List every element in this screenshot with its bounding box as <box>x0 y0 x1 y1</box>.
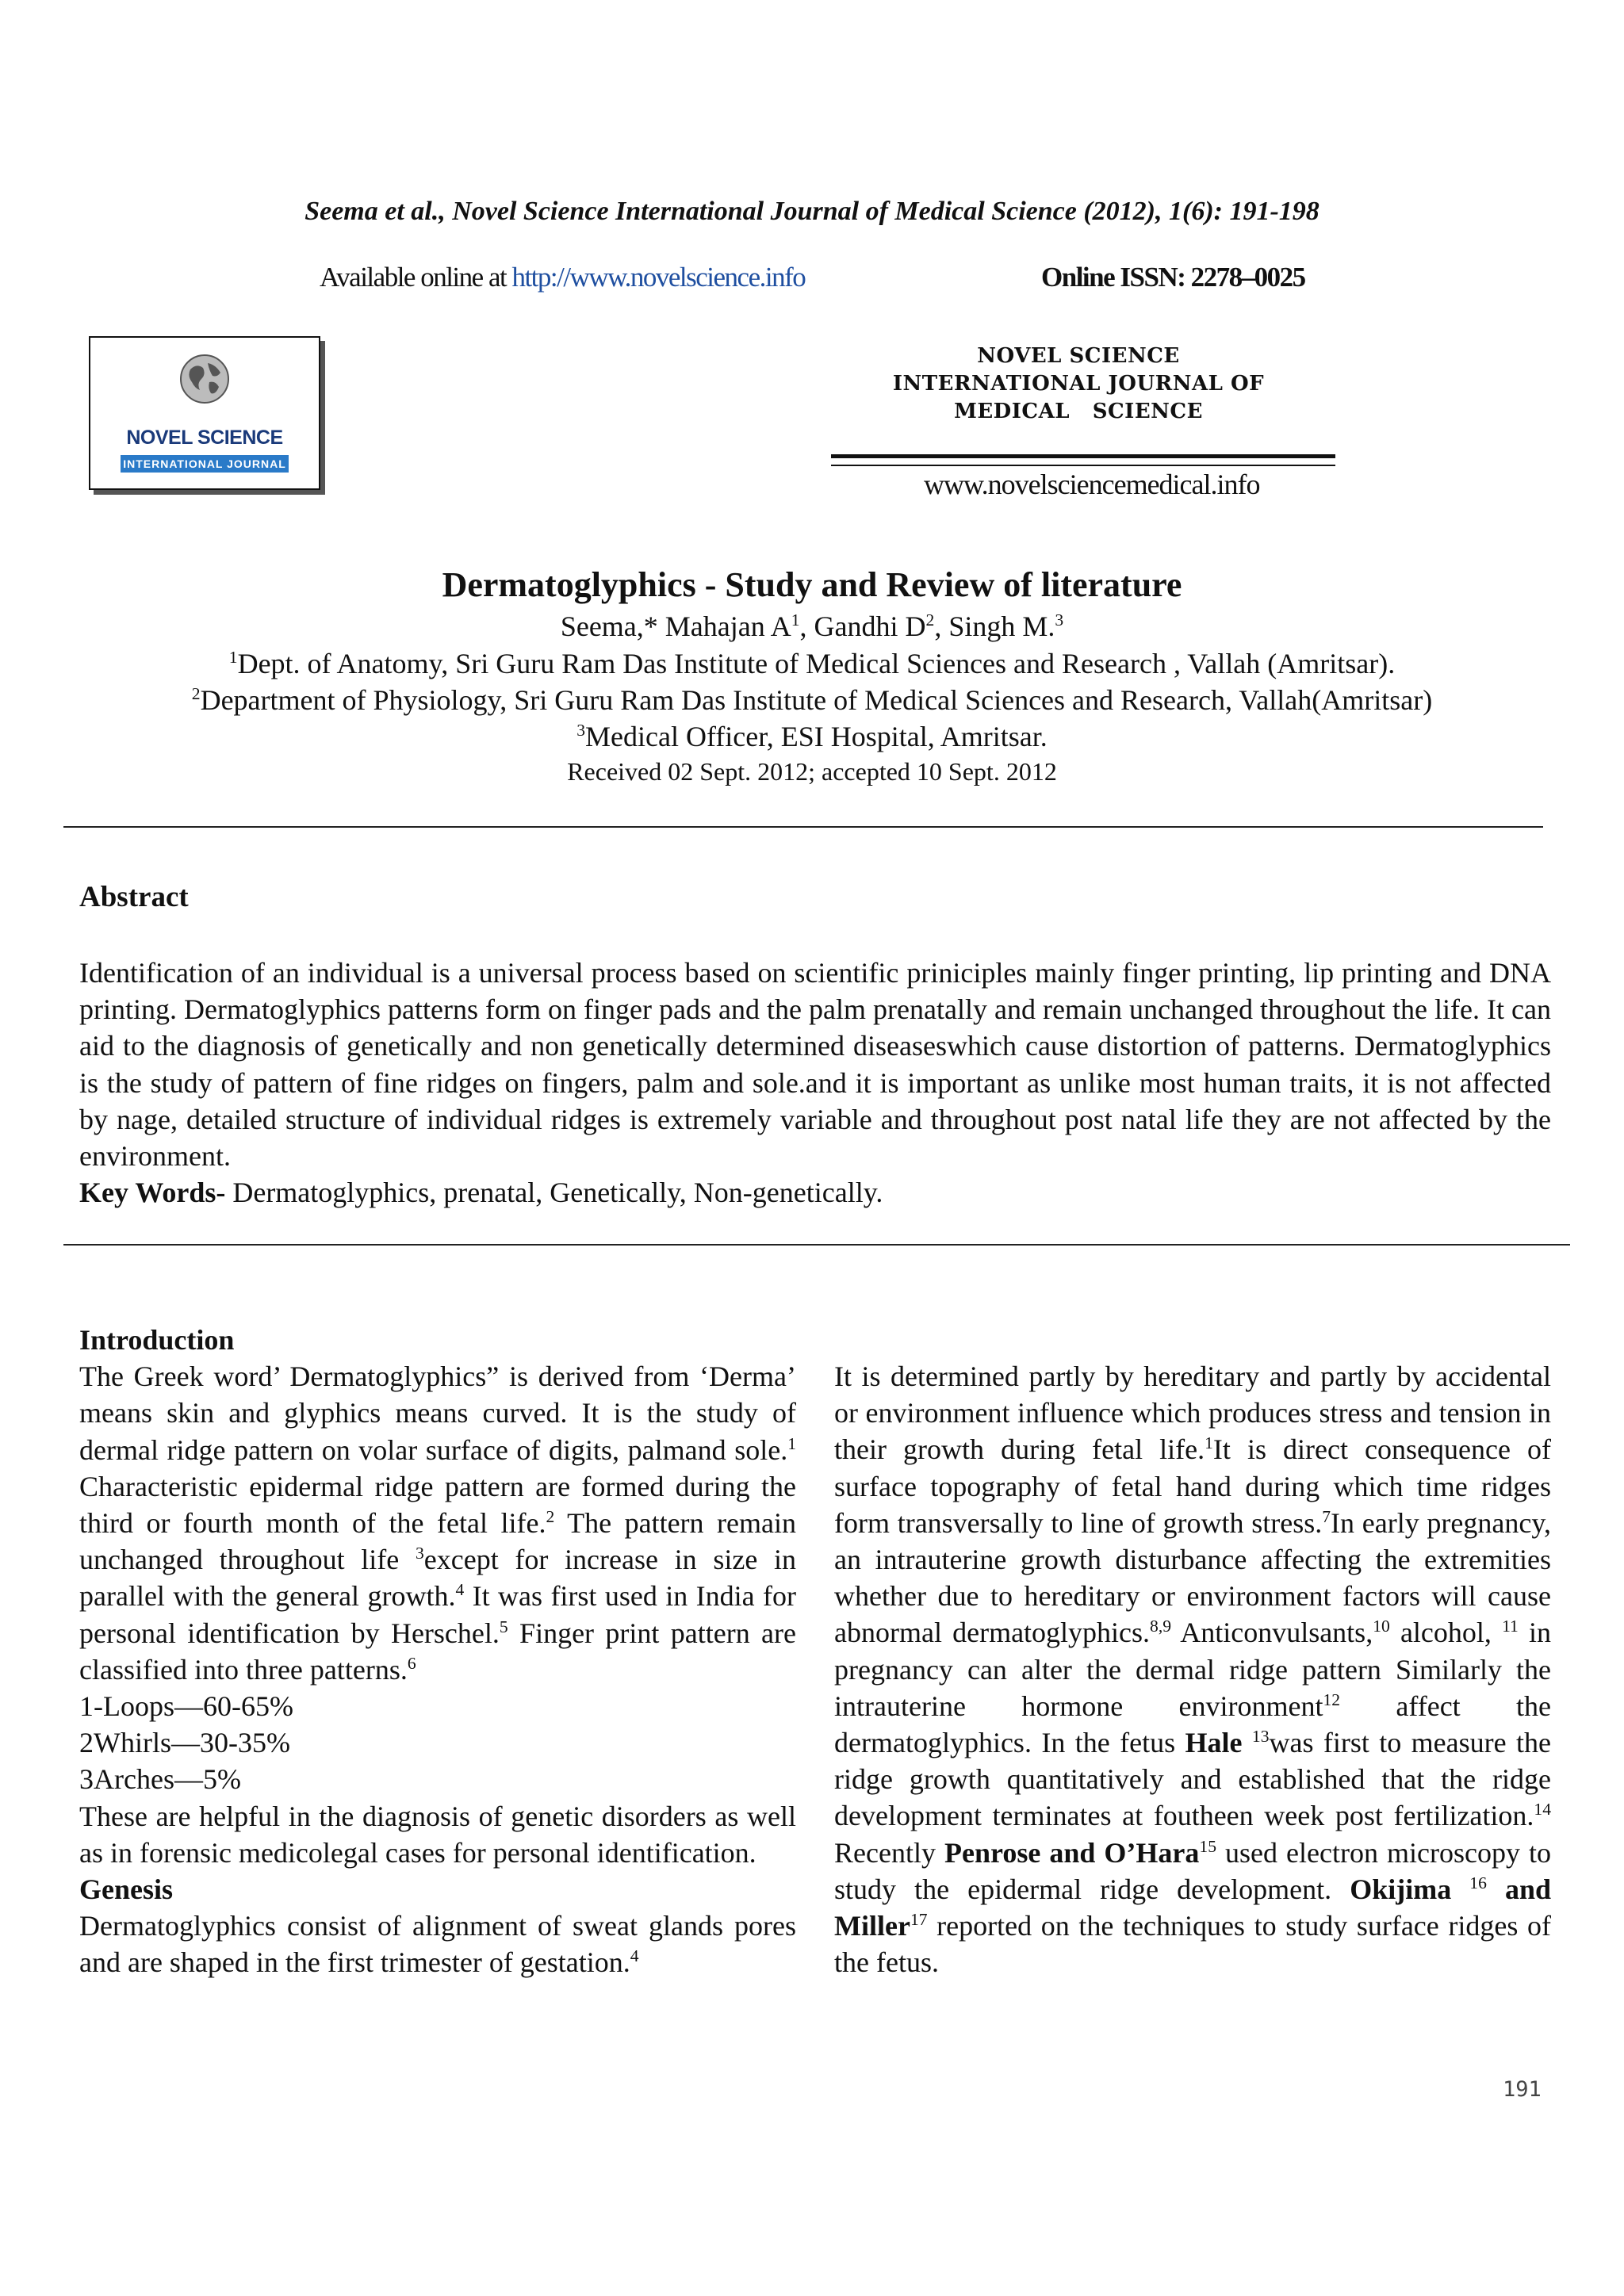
divider-top <box>63 826 1543 828</box>
right-column-paragraph: It is determined partly by hereditary and partly by accidental or environment influence which produces stress and tension in their growth during fetal life.$^1$It is direct consequence of surface topography of fetal hand during which time ridges form transversally to line of growth stress.$^7$In early pregnancy, an intrauterine growth disturbance affecting the extremities whether due to hereditary or environment factors will cause abnormal dermatoglyphics.$^{8,9}$ Anticonvulsants,$^{10}$ alcohol, $^{11}$ in pregnancy can alter the dermal ridge pattern Similarly the intrauterine hormone environment$^{12}$ affect the dermatoglyphics. In the fetus Hale $^{13}$was first to measure the ridge growth quantitatively and established that the ridge development terminates at foutheen week post fertilization.$^{14}$ Recently Penrose and O’Hara$^{15}$ used electron microscopy to study the epidermal ridge development. Okijima $^{16}$ and Miller$^{17}$ reported on the techniques to study surface ridges of the fetus. <box>834 1360 1552 1979</box>
ref-hale: Hale <box>1185 1727 1243 1759</box>
author-list <box>0 610 1624 643</box>
genesis-heading: Genesis <box>79 1873 174 1906</box>
ref-miller: and Miller <box>834 1873 1552 1942</box>
divider-bottom <box>63 1244 1570 1246</box>
list-item-loops: 1-Loops—60-65% <box>79 1690 293 1723</box>
affiliation-3-text: Medical Officer, ESI Hospital, Amritsar. <box>585 721 1048 752</box>
affiliation-2-sup: 2 <box>191 684 201 703</box>
globe-icon <box>179 354 230 404</box>
affiliation-3-sup: 3 <box>576 721 585 740</box>
received-dates: Received 02 Sept. 2012; accepted 10 Sept. 2012 <box>567 757 1057 786</box>
availability-line <box>320 262 805 293</box>
masthead-line-2: INTERNATIONAL JOURNAL OF <box>892 372 1265 396</box>
genesis-paragraph: Dermatoglyphics consist of alignment of sweat glands pores and are shaped in the first trimester of gestation.$^4$ <box>79 1910 796 1979</box>
author-1-sup: 1 <box>791 610 800 629</box>
affiliation-2 <box>0 683 1624 717</box>
journal-citation: Seema et al., Novel Science International Journal of Medical Science (2012), 1(6): 191-198 <box>304 197 1320 226</box>
affiliation-1 <box>0 647 1624 680</box>
list-item-whirls: 2Whirls—30-35% <box>79 1727 290 1759</box>
author-3-sup: 3 <box>1055 610 1064 629</box>
affiliation-2-text: Department of Physiology, Sri Guru Ram Das Institute of Medical Sciences and Research, Vallah(Amritsar) <box>200 684 1433 716</box>
ref-penrose-ohara: Penrose and O’Hara <box>944 1836 1200 1869</box>
keywords <box>79 1174 1551 1211</box>
masthead <box>825 342 1332 426</box>
available-prefix: Available online at <box>320 262 512 293</box>
masthead-rule-thick <box>831 454 1335 458</box>
abstract-heading: Abstract <box>79 881 189 913</box>
keywords-text: Dermatoglyphics, prenatal, Genetically, Non-genetically. <box>225 1177 883 1208</box>
author-3: , Singh M. <box>934 610 1055 642</box>
list-item-arches: 3Arches—5% <box>79 1763 241 1796</box>
introduction-paragraph: The Greek word’ Dermatoglyphics” is derived from ‘Derma’ means skin and glyphics means curved. It is the study of dermal ridge pattern on volar surface of digits, palmand sole.$^1$ Characteristic epidermal ridge pattern are formed during the third or fourth month of the fetal life.$^2$ The pattern remain unchanged throughout life $^3$except for increase in size in parallel with the general growth.$^4$ It was first used in India for personal identification by Herschel.$^5$ Finger print pattern are classified into three patterns.$^6$ <box>79 1360 797 1686</box>
right-column <box>834 1358 1551 1980</box>
introduction-heading: Introduction <box>79 1324 235 1356</box>
affiliation-1-sup: 1 <box>228 648 238 667</box>
article-title: Dermatoglyphics - Study and Review of literature <box>442 565 1182 604</box>
masthead-line-3: MEDICAL SCIENCE <box>954 400 1203 423</box>
masthead-rule-thin <box>831 465 1335 466</box>
author-1: Seema,* Mahajan A <box>560 610 791 642</box>
left-column <box>79 1322 796 1981</box>
masthead-website-link[interactable]: www.novelsciencemedical.info <box>924 469 1260 500</box>
journal-logo <box>89 336 320 490</box>
keywords-label: Key Words- <box>79 1177 226 1208</box>
journal-url-link[interactable]: http://www.novelscience.info <box>511 262 806 293</box>
affiliation-1-text: Dept. of Anatomy, Sri Guru Ram Das Institute of Medical Sciences and Research , Vallah (Amritsar). <box>237 648 1396 679</box>
abstract-text: Identification of an individual is a universal process based on scientific priniciples mainly finger printing, lip printing and DNA printing. Dermatoglyphics patterns form on finger pads and the palm prenatally and remain unchanged throughout the life. It can aid to the diagnosis of genetically and non genetically determined diseaseswhich cause distortion of patterns. Dermatoglyphics is the study of pattern of fine ridges on fingers, palm and sole.and it is important as unlike most human traits, it is not affected by nage, detailed structure of individual ridges is extremely variable and throughout post natal life they are not affected by the environment. <box>79 957 1551 1173</box>
online-issn: Online ISSN: 2278–0025 <box>1041 262 1305 293</box>
affiliation-3 <box>0 720 1624 753</box>
logo-band: INTERNATIONAL JOURNAL <box>121 455 289 473</box>
author-2: , Gandhi D <box>799 610 926 642</box>
page-number: 191 <box>1503 2077 1542 2102</box>
logo-name: NOVEL SCIENCE <box>126 427 283 449</box>
introduction-paragraph-2: These are helpful in the diagnosis of genetic disorders as well as in forensic medicolegal cases for personal identification. <box>79 1800 796 1869</box>
masthead-line-1: NOVEL SCIENCE <box>977 344 1180 368</box>
author-2-sup: 2 <box>925 610 935 629</box>
ref-okijima: Okijima <box>1350 1873 1452 1905</box>
